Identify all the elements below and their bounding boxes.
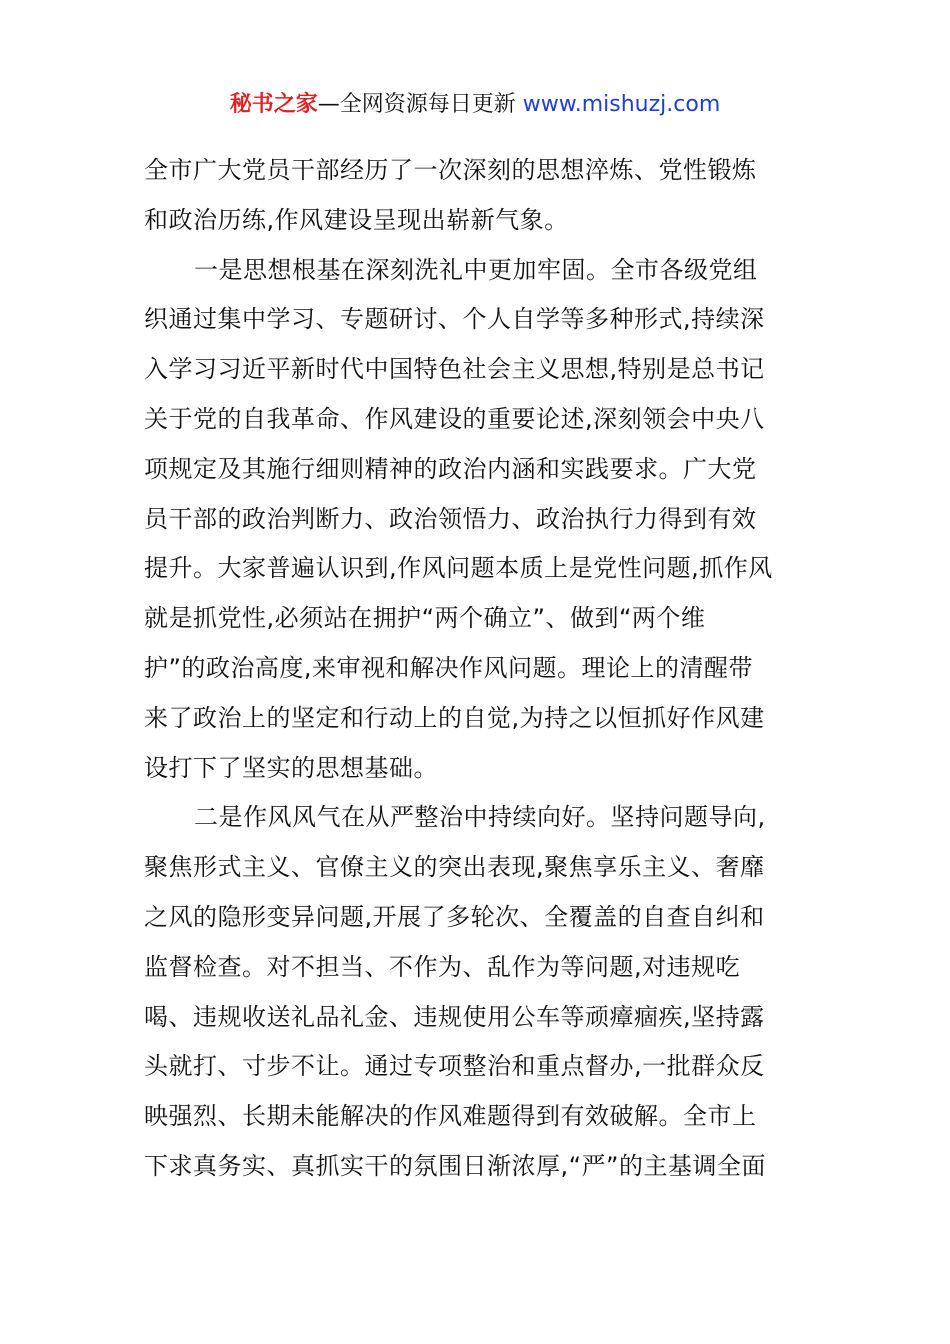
- text-line: 下求真务实、真抓实干的氛围日渐浓厚,“严”的主基调全面: [144, 1151, 766, 1180]
- paragraph-start-line: 二是作风风气在从严整治中持续向好。坚持问题导向,: [194, 803, 766, 832]
- paragraph-start-line: 一是思想根基在深刻洗礼中更加牢固。全市各级党组: [194, 255, 758, 284]
- text-line: 护”的政治高度,来审视和解决作风问题。理论上的清醒带: [144, 653, 754, 682]
- site-url[interactable]: www.mishuzj.com: [522, 92, 721, 117]
- document-body: [144, 146, 810, 1192]
- text-line: 来了政治上的坚定和行动上的自觉,为持之以恒抓好作风建: [144, 703, 765, 732]
- text-line: 映强烈、长期未能解决的作风难题得到有效破解。全市上: [144, 1102, 757, 1131]
- text-line: 入学习习近平新时代中国特色社会主义思想,特别是总书记: [144, 355, 765, 384]
- header-tagline: —全网资源每日更新: [317, 92, 523, 117]
- text-line: 员干部的政治判断力、政治领悟力、政治执行力得到有效: [144, 504, 757, 533]
- text-line: 监督检查。对不担当、不作为、乱作为等问题,对违规吃: [144, 952, 741, 981]
- text-line: 喝、违规收送礼品礼金、违规使用公车等顽瘴痼疾,坚持露: [144, 1002, 765, 1031]
- text-line: 和政治历练,作风建设呈现出崭新气象。: [144, 205, 569, 234]
- text-line: 就是抓党性,必须站在拥护“两个确立”、做到“两个维: [144, 604, 706, 633]
- text-line: 聚焦形式主义、官僚主义的突出表现,聚焦享乐主义、奢靡: [144, 853, 765, 882]
- text-line: 提升。大家普遍认识到,作风问题本质上是党性问题,抓作风: [144, 554, 773, 583]
- text-line: 项规定及其施行细则精神的政治内涵和实践要求。广大党: [144, 454, 757, 483]
- page-header: [0, 88, 950, 122]
- text-line: 设打下了坚实的思想基础。: [144, 753, 438, 782]
- text-line: 之风的隐形变异问题,开展了多轮次、全覆盖的自查自纠和: [144, 902, 765, 931]
- brand-name: 秘书之家: [229, 92, 318, 117]
- text-line: 关于党的自我革命、作风建设的重要论述,深刻领会中央八: [144, 404, 765, 433]
- text-line: 头就打、寸步不让。通过专项整治和重点督办,一批群众反: [144, 1052, 765, 1081]
- text-line: 织通过集中学习、专题研讨、个人自学等多种形式,持续深: [144, 305, 765, 334]
- text-line: 全市广大党员干部经历了一次深刻的思想淬炼、党性锻炼: [144, 156, 757, 184]
